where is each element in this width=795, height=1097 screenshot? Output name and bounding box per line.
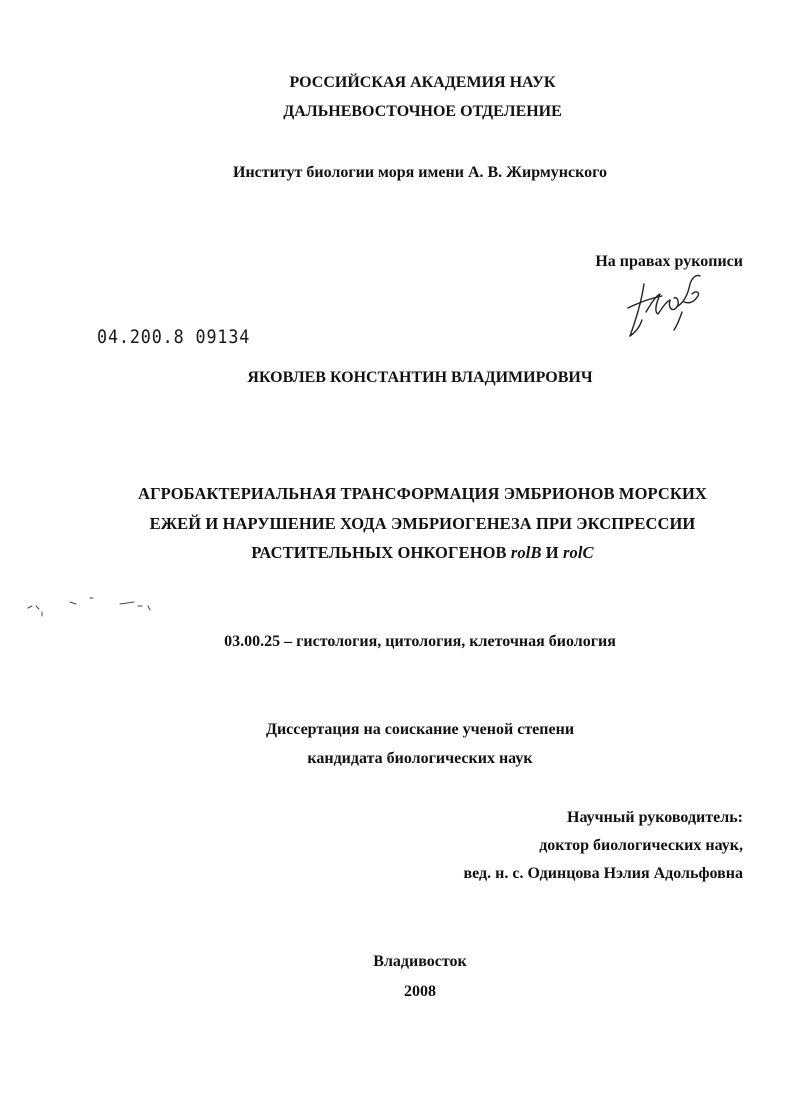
supervisor-degree: доктор биологических наук,: [539, 837, 743, 854]
year: 2008: [404, 983, 436, 1000]
title-conjunction: И: [541, 543, 563, 562]
signature-image: [622, 272, 708, 342]
gene-rolc: rolC: [562, 543, 594, 562]
title-line-3-prefix: РАСТИТЕЛЬНЫХ ОНКОГЕНОВ: [251, 543, 511, 562]
degree-line-2: кандидата биологических наук: [307, 750, 533, 767]
supervisor-label: Научный руководитель:: [567, 809, 743, 826]
title-line-2: ЕЖЕЙ И НАРУШЕНИЕ ХОДА ЭМБРИОГЕНЕЗА ПРИ ЭКСПРЕССИИ: [149, 514, 696, 533]
title-line-1: АГРОБАКТЕРИАЛЬНАЯ ТРАНСФОРМАЦИЯ ЭМБРИОНОВ МОРСКИХ: [138, 484, 707, 503]
specialty-code: 03.00.25 – гистология, цитология, клеточная биология: [224, 633, 616, 650]
supervisor-name: вед. н. с. Одинцова Нэлия Адольфовна: [463, 865, 743, 882]
archive-stamp: 04.200.8 09134: [97, 326, 251, 348]
degree-line-1: Диссертация на соискание ученой степени: [265, 721, 575, 738]
title-line-3: [0, 543, 795, 563]
manuscript-rights: На правах рукописи: [595, 253, 743, 270]
gene-rolb: rolB: [510, 543, 542, 562]
author-name: ЯКОВЛЕВ КОНСТАНТИН ВЛАДИМИРОВИЧ: [247, 369, 593, 386]
institute-name: Институт биологии моря имени А. В. Жирмунского: [233, 164, 607, 181]
branch-name: ДАЛЬНЕВОСТОЧНОЕ ОТДЕЛЕНИЕ: [283, 103, 562, 120]
scan-specks: [20, 592, 170, 622]
academy-name: РОССИЙСКАЯ АКАДЕМИЯ НАУК: [289, 74, 556, 91]
city: Владивосток: [373, 953, 467, 970]
